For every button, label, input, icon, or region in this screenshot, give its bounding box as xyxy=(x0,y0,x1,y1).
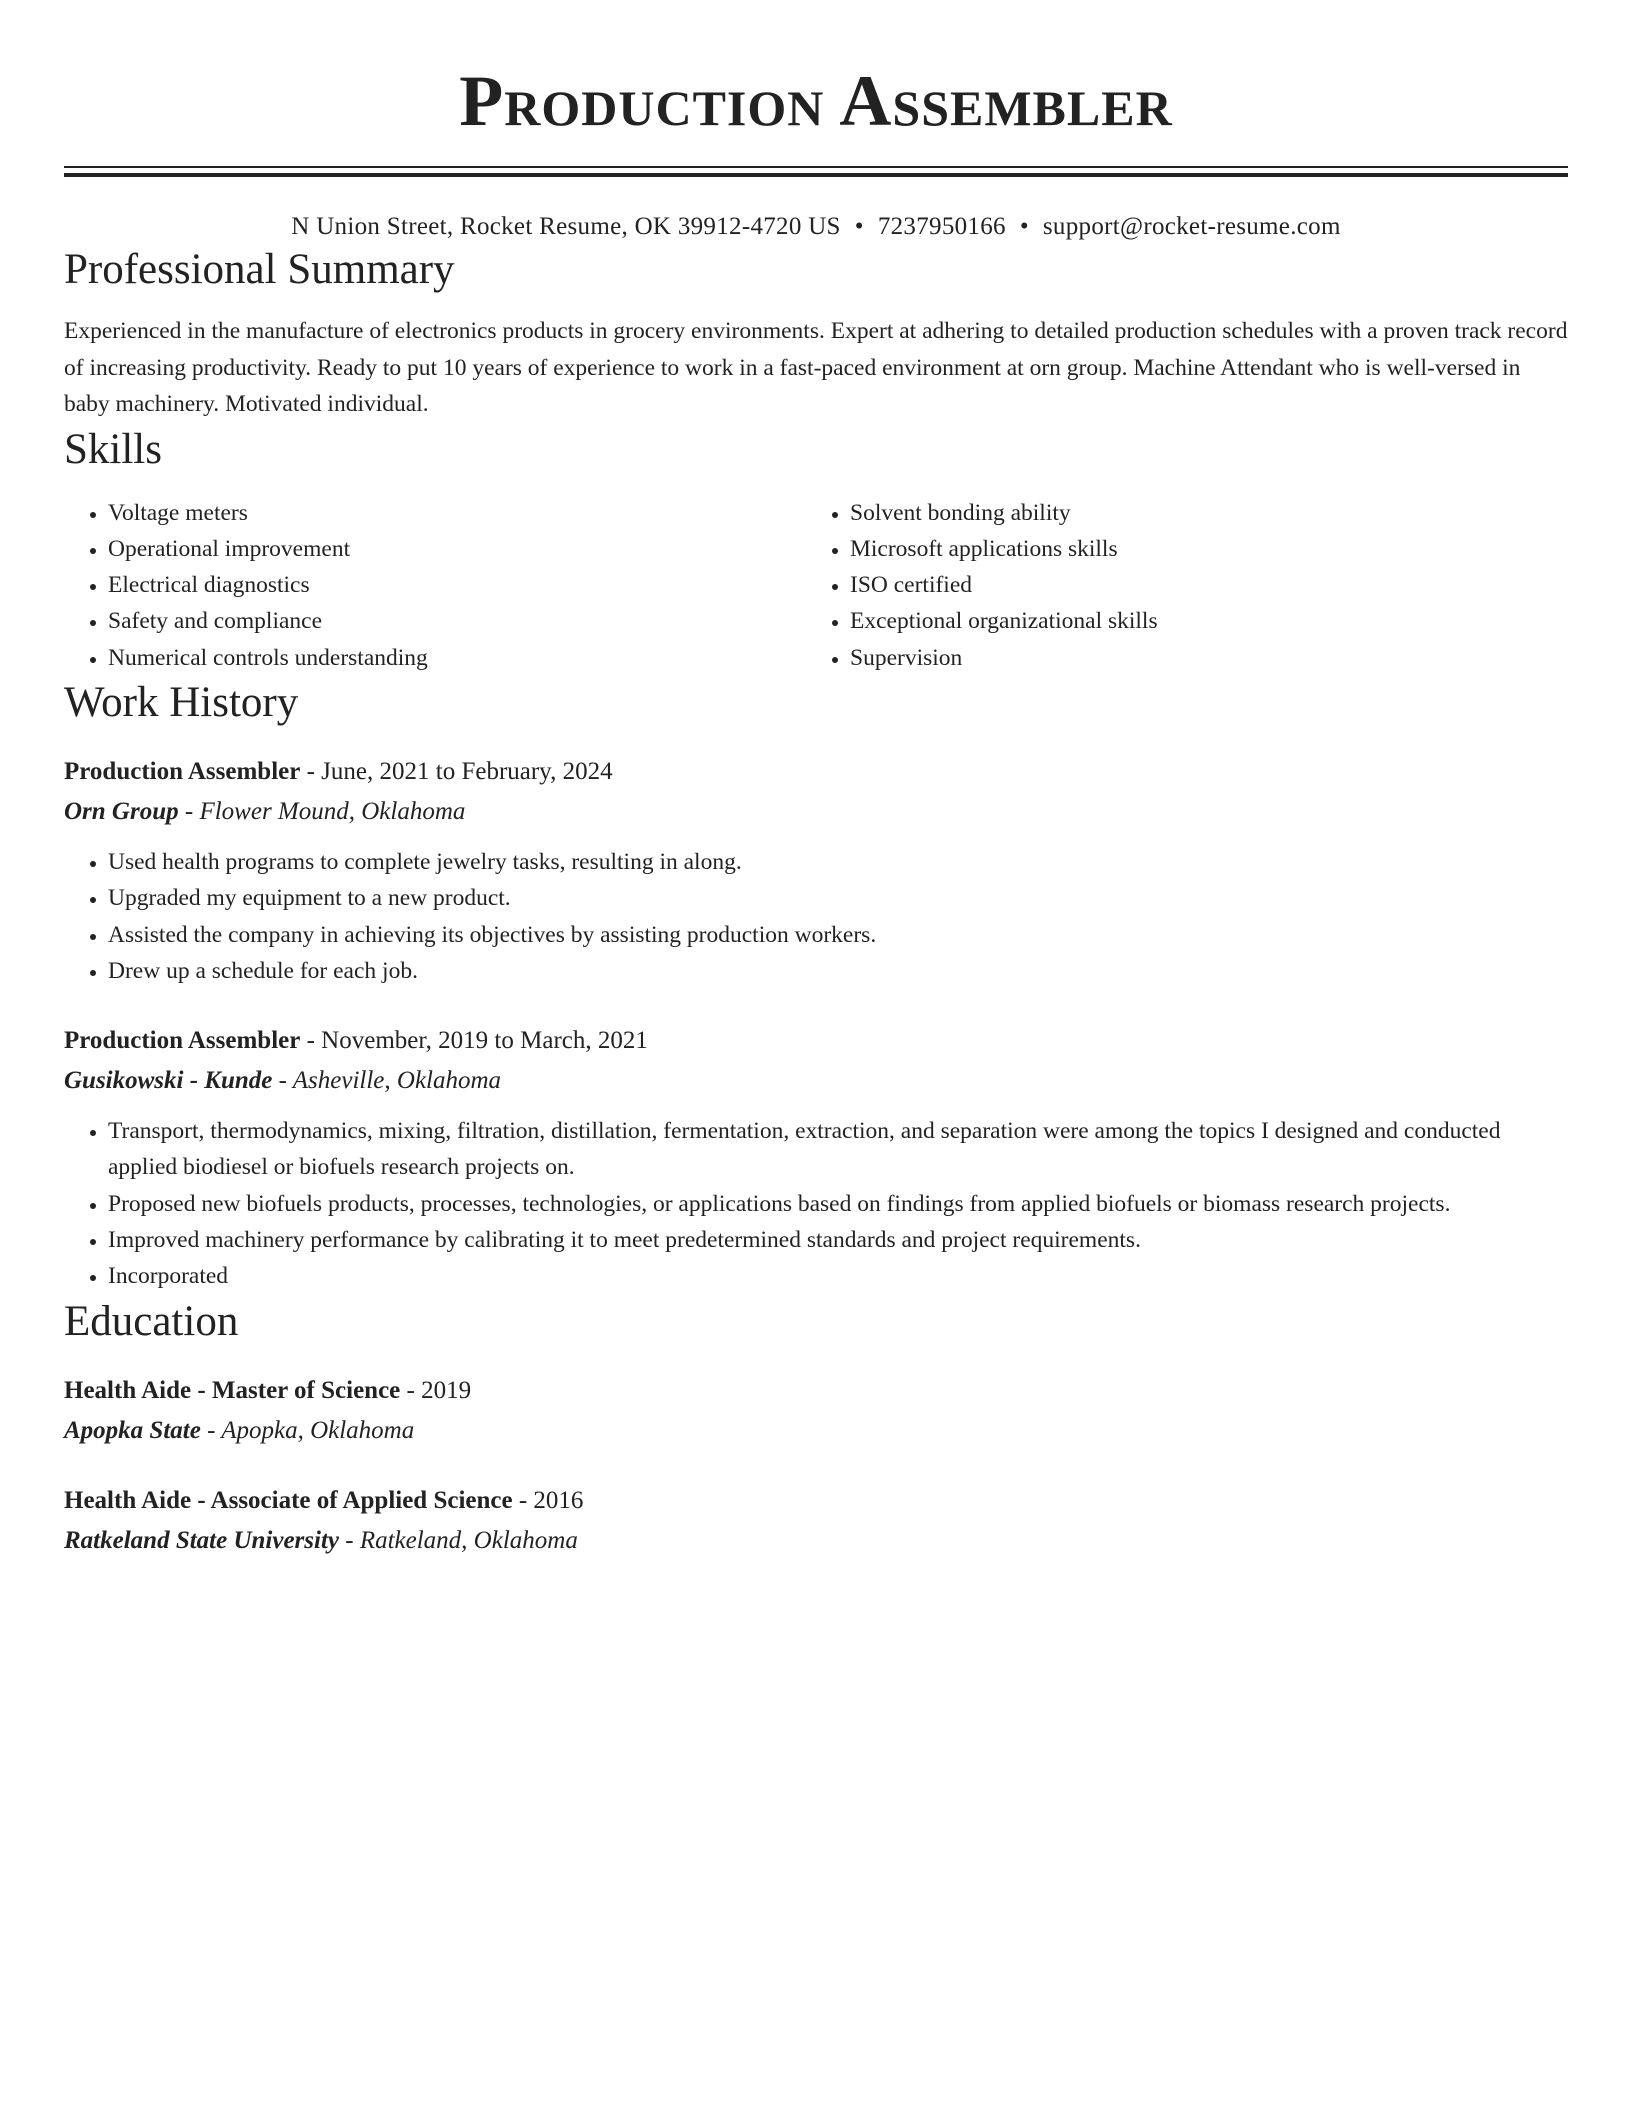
education-school: Ratkeland State University xyxy=(64,1526,339,1554)
skill-item: • ISO certified xyxy=(850,567,1548,603)
job-dates: - November, 2019 to March, 2021 xyxy=(300,1027,648,1055)
job-employer xyxy=(64,792,1568,832)
job-duty-item: • Transport, thermodynamics, mixing, filtration, distillation, fermentation, extraction, and separation were among the topics I designed and conducted applied biodiesel or biofuels research projects on. xyxy=(108,1113,1568,1186)
skill-item: • Safety and compliance xyxy=(108,603,806,639)
job-location: - Asheville, Oklahoma xyxy=(272,1067,502,1095)
job-dates: - June, 2021 to February, 2024 xyxy=(300,757,613,785)
education-degree: Health Aide - Associate of Applied Science xyxy=(64,1486,513,1514)
skill-item: • Operational improvement xyxy=(108,531,806,567)
job-company: Orn Group xyxy=(64,797,179,825)
job-role: Production Assembler xyxy=(64,757,301,785)
education-location: - Ratkeland, Oklahoma xyxy=(339,1526,578,1554)
education-school: Apopka State xyxy=(64,1416,201,1444)
work-history-heading: Work History xyxy=(64,678,299,726)
education-year: - 2016 xyxy=(512,1486,584,1514)
education-institution xyxy=(64,1521,1568,1561)
education-entry xyxy=(64,1371,1568,1451)
job-entry xyxy=(64,1021,1568,1294)
job-header xyxy=(64,1021,1568,1061)
education-institution xyxy=(64,1411,1568,1451)
skill-item: • Numerical controls understanding xyxy=(108,640,806,676)
skill-item: • Electrical diagnostics xyxy=(108,567,806,603)
job-duty-item: • Improved machinery performance by calibrating it to meet predetermined standards and project requirements. xyxy=(108,1222,1568,1258)
education-location: - Apopka, Oklahoma xyxy=(200,1416,415,1444)
job-duties xyxy=(64,1113,1568,1294)
contact-separator: • xyxy=(854,213,864,240)
skill-item: • Exceptional organizational skills xyxy=(850,603,1548,639)
skill-item: • Microsoft applications skills xyxy=(850,531,1548,567)
job-duty-item: • Used health programs to complete jewelry tasks, resulting in along. xyxy=(108,844,1568,880)
job-duty-item: • Proposed new biofuels products, processes, technologies, or applications based on findings from applied biofuels or biomass research projects. xyxy=(108,1186,1568,1222)
job-company: Gusikowski - Kunde xyxy=(64,1067,273,1095)
resume-name-title: Production Assembler xyxy=(459,61,1173,141)
job-duty-item: • Drew up a schedule for each job. xyxy=(108,953,1568,989)
education-header xyxy=(64,1371,1568,1411)
job-location: - Flower Mound, Oklahoma xyxy=(178,797,466,825)
contact-email: support@rocket-resume.com xyxy=(1042,213,1341,240)
job-employer xyxy=(64,1061,1568,1101)
skill-item: • Solvent bonding ability xyxy=(850,495,1548,531)
job-duty-item: • Assisted the company in achieving its objectives by assisting production workers. xyxy=(108,917,1568,953)
education-header xyxy=(64,1481,1568,1521)
contact-separator: • xyxy=(1019,213,1029,240)
contact-address: N Union Street, Rocket Resume, OK 39912-4720 US xyxy=(291,213,841,240)
education-heading: Education xyxy=(64,1297,239,1345)
education-entry xyxy=(64,1481,1568,1561)
education-degree: Health Aide - Master of Science xyxy=(64,1376,401,1404)
skills-column-left xyxy=(64,495,806,676)
education-year: - 2019 xyxy=(400,1376,472,1404)
job-duty-item: • Upgraded my equipment to a new product. xyxy=(108,880,1568,916)
skills-column-right xyxy=(806,495,1548,676)
skills-heading: Skills xyxy=(64,425,162,473)
skill-item: • Voltage meters xyxy=(108,495,806,531)
job-duty-item: • Incorporated xyxy=(108,1258,1568,1294)
job-entry xyxy=(64,752,1568,989)
skills-list xyxy=(64,495,1568,676)
summary-text: Experienced in the manufacture of electronics products in grocery environments. Expert at adhering to detailed production schedules with a proven track record of increasing productivity. Ready to put 10 years of experience to work in a fast-paced environment at orn group. Machine Attendant who is well-versed in baby machinery. Motivated individual. xyxy=(64,318,1568,417)
skill-item: • Supervision xyxy=(850,640,1548,676)
contact-phone: 7237950166 xyxy=(877,213,1006,240)
job-duties xyxy=(64,844,1568,989)
contact-line xyxy=(64,211,1568,243)
header-double-rule xyxy=(64,166,1568,177)
job-role: Production Assembler xyxy=(64,1027,301,1055)
summary-heading: Professional Summary xyxy=(64,246,455,293)
job-header xyxy=(64,752,1568,792)
